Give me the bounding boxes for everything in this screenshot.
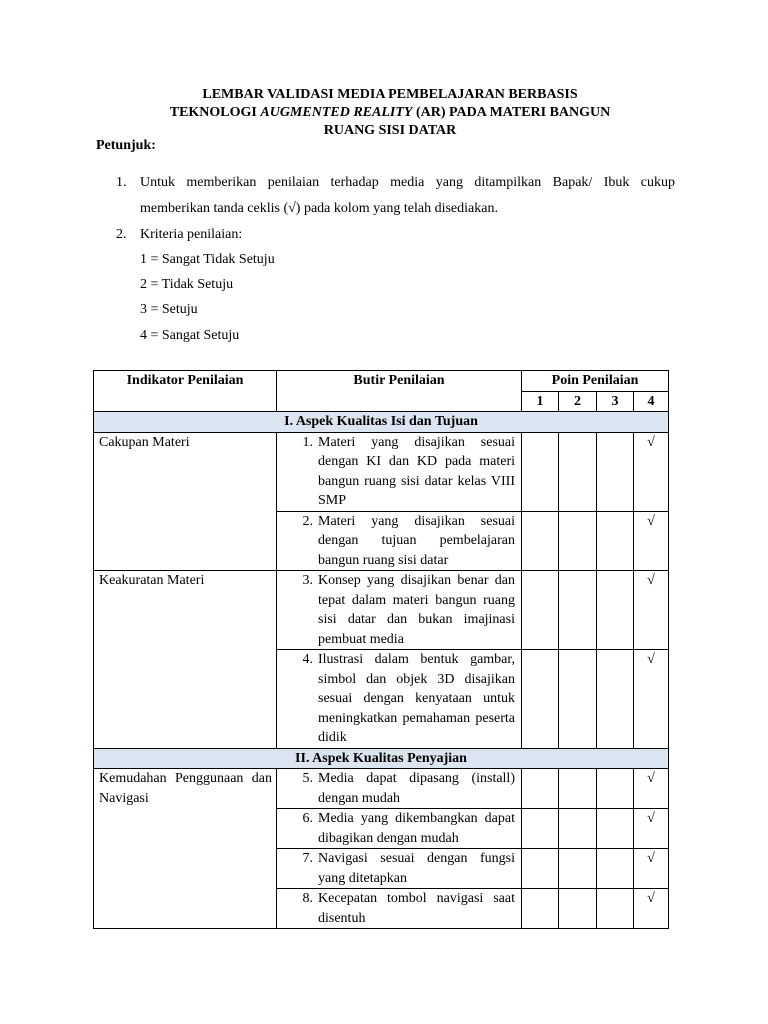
validation-table: [93, 370, 669, 929]
score-cell-1[interactable]: [522, 809, 559, 849]
score-cell-4[interactable]: √: [634, 769, 669, 809]
score-cell-1[interactable]: [522, 849, 559, 889]
item-number: 5.: [302, 771, 313, 786]
point-header-4: 4: [634, 391, 669, 412]
document-title: [150, 86, 630, 140]
item-text: Media dapat dipasang (install) dengan mudah: [318, 771, 515, 806]
item-text: Kecepatan tombol navigasi saat disentuh: [318, 891, 515, 926]
header-indikator: Indikator Penilaian: [94, 371, 277, 412]
score-cell-2[interactable]: [559, 809, 597, 849]
indicator-cell: Kemudahan Penggunaan dan Navigasi: [94, 769, 277, 929]
score-cell-3[interactable]: [597, 889, 634, 929]
score-cell-3[interactable]: [597, 571, 634, 650]
item-number: 1.: [302, 434, 313, 450]
score-cell-1[interactable]: [522, 432, 559, 511]
score-cell-4[interactable]: √: [634, 571, 669, 650]
item-text: Konsep yang disajikan benar dan tepat dalam materi bangun ruang sisi datar dan bukan imajinasi pembuat media: [318, 573, 515, 647]
score-cell-1[interactable]: [522, 769, 559, 809]
score-cell-3[interactable]: [597, 809, 634, 849]
item-number: 3.: [302, 573, 313, 588]
header-butir: Butir Penilaian: [277, 371, 522, 412]
item-number: 7.: [302, 851, 313, 866]
point-header-3: 3: [597, 391, 634, 412]
score-cell-2[interactable]: [559, 571, 597, 650]
instruction-1-line-1: Untuk memberikan penilaian terhadap media yang ditampilkan Bapak/ Ibuk cukup: [140, 175, 675, 190]
score-cell-2[interactable]: [559, 769, 597, 809]
section-title: II. Aspek Kualitas Penyajian: [94, 748, 669, 769]
criteria-3: 3 = Setuju: [140, 302, 198, 317]
score-cell-4[interactable]: √: [634, 432, 669, 511]
item-number: 4.: [302, 652, 313, 667]
indicator-cell: Cakupan Materi: [94, 432, 277, 571]
table-row: [94, 432, 669, 511]
table-row: [94, 769, 669, 809]
score-cell-1[interactable]: [522, 889, 559, 929]
instruction-number-1: 1.: [116, 175, 127, 190]
instruction-number-2: 2.: [116, 227, 127, 242]
item-text: Ilustrasi dalam bentuk gambar, simbol dan objek 3D disajikan sesuai dengan kenyataan untuk meningkatkan pemahaman peserta didik: [318, 652, 515, 745]
score-cell-4[interactable]: √: [634, 511, 669, 571]
criteria-1: 1 = Sangat Tidak Setuju: [140, 252, 275, 267]
score-cell-3[interactable]: [597, 650, 634, 749]
score-cell-4[interactable]: √: [634, 889, 669, 929]
score-cell-1[interactable]: [522, 650, 559, 749]
score-cell-2[interactable]: [559, 511, 597, 571]
item-text: Media yang dikembangkan dapat dibagikan dengan mudah: [318, 811, 515, 846]
instruction-2: Kriteria penilaian:: [140, 227, 243, 242]
criteria-2: 2 = Tidak Setuju: [140, 277, 234, 292]
item-number: 2.: [302, 513, 313, 529]
title-line-2: TEKNOLOGI AUGMENTED REALITY (AR) PADA MATERI BANGUN: [169, 105, 611, 120]
score-cell-3[interactable]: [597, 432, 634, 511]
indicator-cell: Keakuratan Materi: [94, 571, 277, 749]
score-cell-2[interactable]: [559, 849, 597, 889]
score-cell-3[interactable]: [597, 769, 634, 809]
title-line-3: RUANG SISI DATAR: [323, 123, 457, 138]
item-number: 6.: [302, 811, 313, 826]
criteria-4: 4 = Sangat Setuju: [140, 328, 240, 343]
section-title: I. Aspek Kualitas Isi dan Tujuan: [94, 412, 669, 433]
title-line-1: LEMBAR VALIDASI MEDIA PEMBELAJARAN BERBASIS: [202, 87, 578, 102]
header-poin: Poin Penilaian: [522, 371, 669, 392]
item-number: 8.: [302, 891, 313, 906]
instructions-heading: Petunjuk:: [96, 138, 156, 153]
instruction-1-line-2: memberikan tanda ceklis (√) pada kolom yang telah disediakan.: [140, 201, 498, 216]
point-header-2: 2: [559, 391, 597, 412]
table-row: [94, 571, 669, 650]
score-cell-4[interactable]: √: [634, 809, 669, 849]
item-text: Navigasi sesuai dengan fungsi yang ditetapkan: [318, 851, 515, 886]
point-header-1: 1: [522, 391, 559, 412]
item-text: Materi yang disajikan sesuai dengan KI dan KD pada materi bangun ruang sisi datar kelas VIII SMP: [318, 434, 515, 508]
score-cell-2[interactable]: [559, 889, 597, 929]
score-cell-2[interactable]: [559, 650, 597, 749]
score-cell-3[interactable]: [597, 511, 634, 571]
item-text: Materi yang disajikan sesuai dengan tujuan pembelajaran bangun ruang sisi datar: [318, 513, 515, 568]
score-cell-1[interactable]: [522, 571, 559, 650]
score-cell-3[interactable]: [597, 849, 634, 889]
score-cell-4[interactable]: √: [634, 650, 669, 749]
score-cell-4[interactable]: √: [634, 849, 669, 889]
score-cell-1[interactable]: [522, 511, 559, 571]
score-cell-2[interactable]: [559, 432, 597, 511]
